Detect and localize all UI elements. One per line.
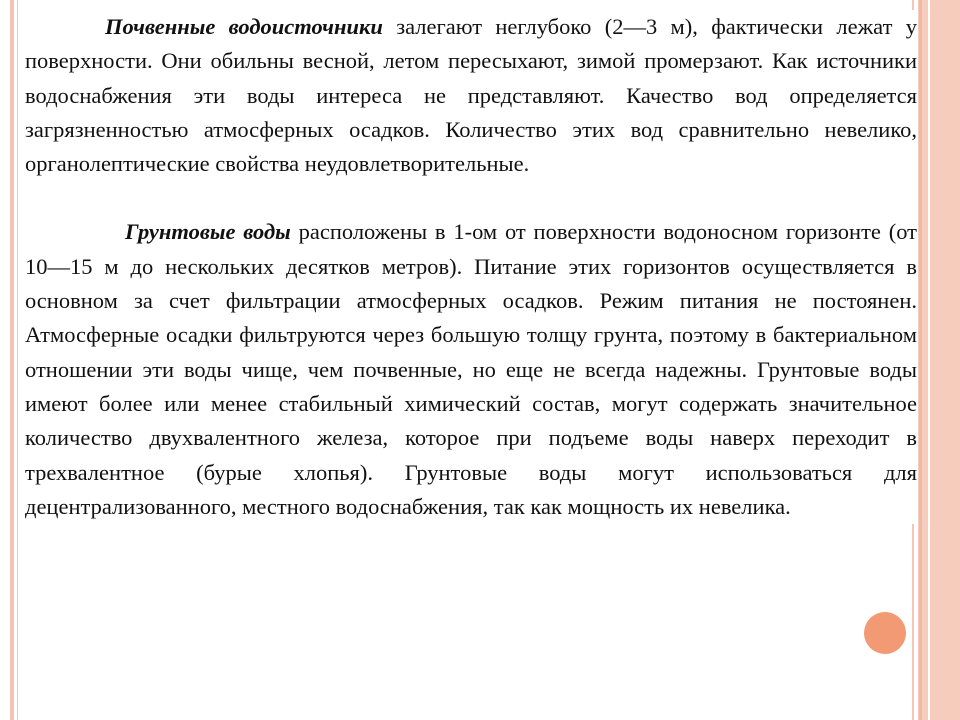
decorative-circle-icon	[864, 612, 906, 654]
paragraph-soil-water	[25, 10, 917, 181]
slide-body-text	[25, 10, 917, 524]
slide-frame-left-border	[10, 0, 14, 720]
paragraph-ground-water-text: расположены в 1-ом от поверхности водоносном горизонте (от 10—15 м до нескольких десятков метров). Питание этих горизонтов осуществляется в основном за счет фильтрации атмосферных осадков. Режим питания не постоянен. Атмосферные осадки фильтруются через большую толщу грунта, поэтому в бактериальном отношении эти воды чище, чем почвенные, но еще не всегда надежны. Грунтовые воды имеют более или менее стабильный химический состав, могут содержать значительное количество двухвалентного железа, которое при подъеме воды наверх переходит в трехвалентное (бурые хлопья). Грунтовые воды могут использоваться для децентрализованного, местного водоснабжения, так как мощность их невелика.	[25, 219, 917, 519]
term-ground-water: Грунтовые воды	[125, 219, 291, 245]
slide-frame-right-line	[919, 0, 922, 720]
paragraph-soil-water-text: залегают неглубоко (2—3 м), фактически лежат у поверхности. Они обильны весной, летом пересыхают, зимой промерзают. Как источники водоснабжения эти воды интереса не представляют. Качество вод определяется загрязненностью атмосферных осадков. Количество этих вод сравнительно невелико, органолептические свойства неудовлетворительные.	[25, 14, 917, 177]
slide-frame-left-thin-border	[17, 0, 18, 720]
term-soil-water-sources: Почвенные водоисточники	[105, 14, 383, 39]
slide-frame-right-band	[918, 0, 960, 720]
paragraph-ground-water	[25, 215, 917, 524]
slide-frame-right-gap	[928, 0, 930, 720]
